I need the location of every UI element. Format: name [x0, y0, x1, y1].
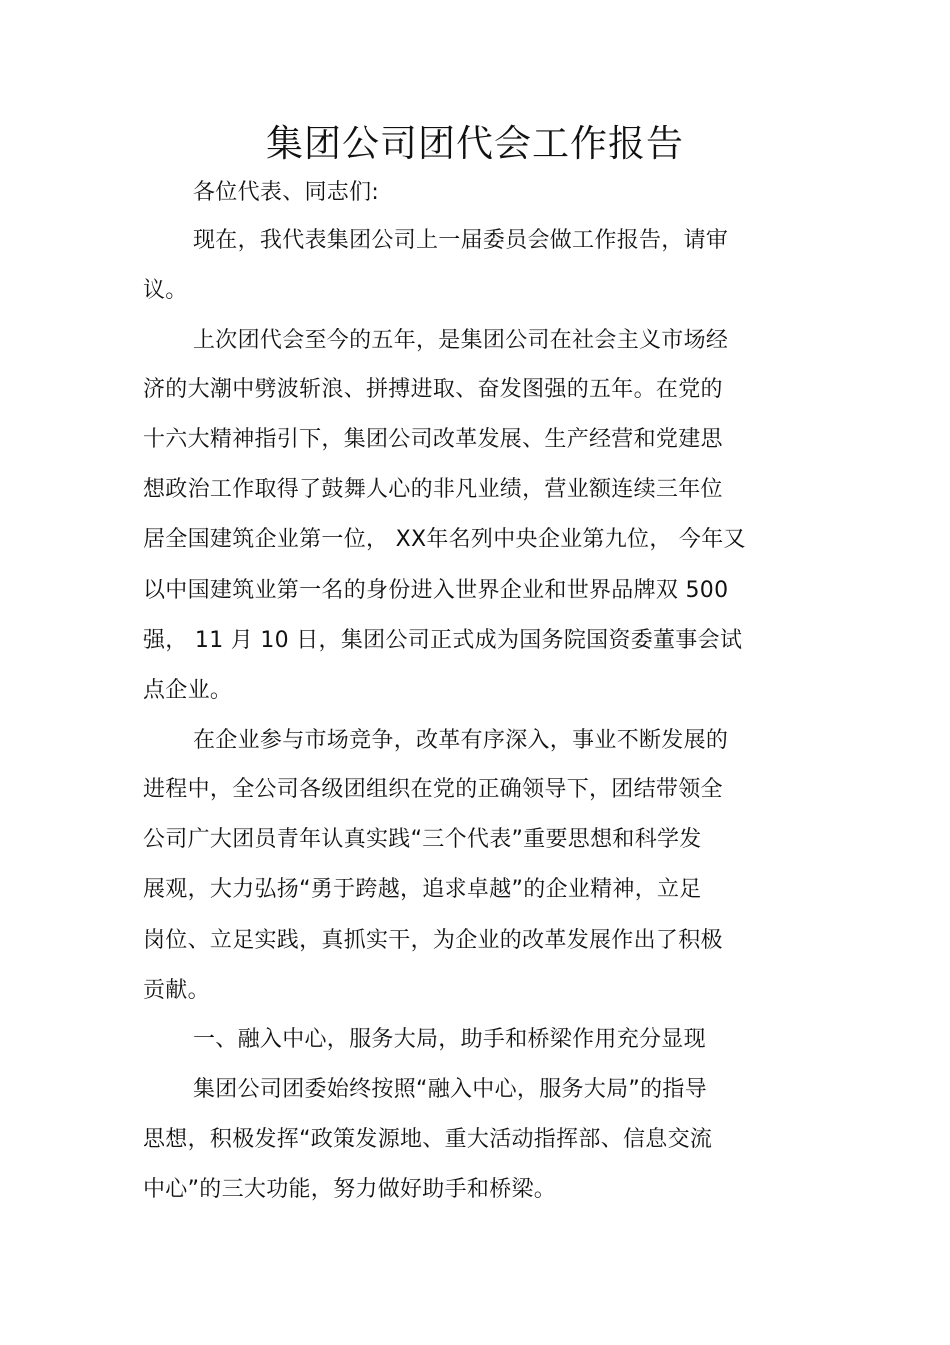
- salutation: 各位代表、同志们:: [193, 180, 380, 205]
- paragraph-line: 济的大潮中劈波斩浪、拼搏进取、奋发图强的五年。在党的: [143, 377, 723, 402]
- section-heading: 一、融入中心，服务大局，助手和桥梁作用充分显现: [193, 1027, 706, 1052]
- paragraph-line: 现在，我代表集团公司上一届委员会做工作报告，请审: [193, 228, 729, 253]
- paragraph-line: 想政治工作取得了鼓舞人心的非凡业绩，营业额连续三年位: [143, 477, 723, 502]
- paragraph-line: 居全国建筑企业第一位， XX年名列中央企业第九位， 今年又: [143, 527, 746, 552]
- paragraph-line: 强， 11 月 10 日，集团公司正式成为国务院国资委董事会试: [143, 628, 743, 653]
- paragraph-line: 思想，积极发挥“政策发源地、重大活动指挥部、信息交流: [143, 1127, 713, 1152]
- paragraph-line: 贡献。: [143, 978, 210, 1003]
- paragraph-line: 进程中，全公司各级团组织在党的正确领导下，团结带领全: [143, 777, 723, 802]
- document-title: 集团公司团代会工作报告: [266, 122, 684, 165]
- paragraph-line: 点企业。: [143, 678, 233, 703]
- paragraph-line: 中心”的三大功能，努力做好助手和桥梁。: [143, 1177, 557, 1202]
- paragraph-line: 议。: [143, 278, 188, 303]
- paragraph-line: 展观，大力弘扬“勇于跨越，追求卓越”的企业精神，立足: [143, 877, 702, 902]
- paragraph-line: 集团公司团委始终按照“融入中心，服务大局”的指导: [193, 1077, 707, 1102]
- paragraph-line: 公司广大团员青年认真实践“三个代表”重要思想和科学发: [143, 827, 702, 852]
- paragraph-line: 以中国建筑业第一名的身份进入世界企业和世界品牌双 500: [143, 578, 729, 603]
- paragraph-line: 岗位、立足实践，真抓实干，为企业的改革发展作出了积极: [143, 928, 723, 953]
- paragraph-line: 十六大精神指引下，集团公司改革发展、生产经营和党建思: [143, 427, 723, 452]
- paragraph-line: 在企业参与市场竞争，改革有序深入，事业不断发展的: [193, 728, 729, 753]
- paragraph-line: 上次团代会至今的五年，是集团公司在社会主义市场经: [193, 328, 729, 353]
